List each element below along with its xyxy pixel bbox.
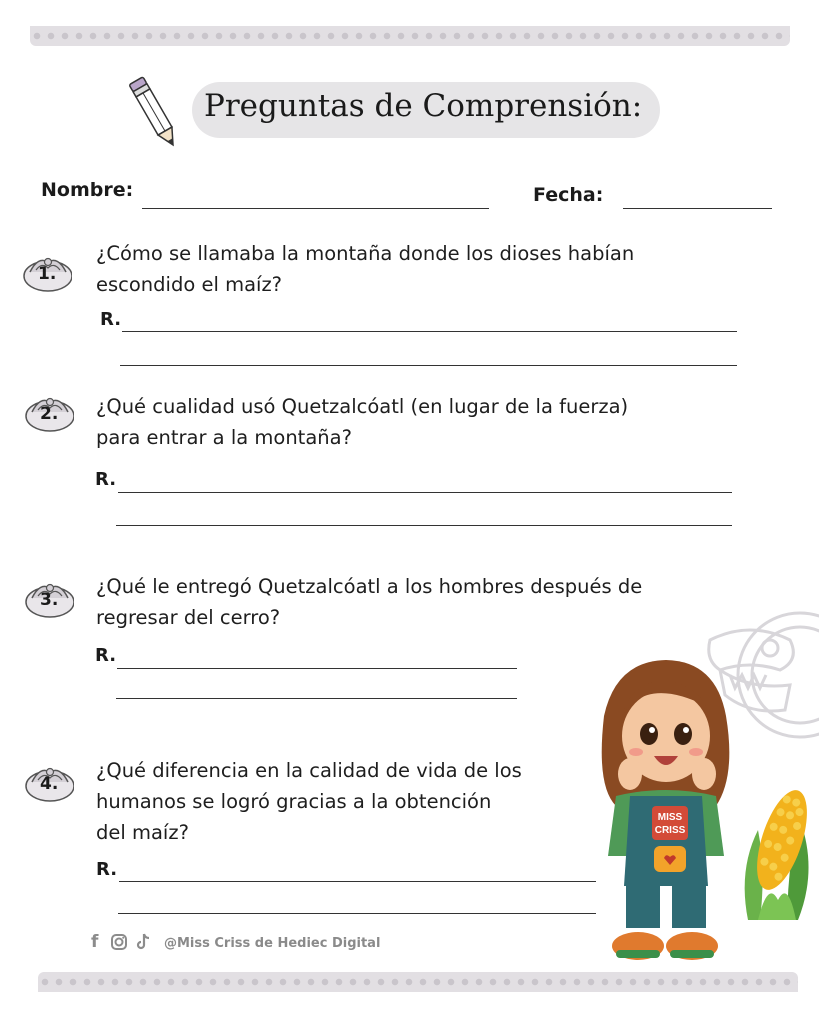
question-1-text [96,238,634,300]
answer-label-2: R. [95,469,117,490]
question-line: del maíz? [96,821,189,844]
answer-label-1: R. [100,309,122,330]
answer-line-4b[interactable] [118,913,596,914]
question-line: ¿Qué le entregó Quetzalcóatl a los hombres después de [96,575,643,598]
apron-text-1: MISS [657,812,683,823]
answer-label-3: R. [95,645,117,666]
answer-line-2a[interactable] [118,492,732,493]
corn-icon [738,780,818,925]
date-field[interactable] [623,208,772,209]
question-badge-2 [22,392,74,432]
facebook-icon[interactable]: f [91,932,99,952]
question-badge-3 [22,578,74,618]
date-label: Fecha: [533,184,604,206]
top-border [30,26,790,46]
page-title: Preguntas de Comprensión: [204,88,643,124]
answer-label-4: R. [96,859,118,880]
answer-line-4a[interactable] [119,881,596,882]
answer-line-1a[interactable] [122,331,737,332]
question-line: para entrar a la montaña? [96,426,352,449]
question-line: ¿Qué cualidad usó Quetzalcóatl (en lugar de la fuerza) [96,395,629,418]
answer-line-3b[interactable] [116,698,517,699]
answer-line-1b[interactable] [120,365,737,366]
tiktok-icon[interactable] [136,933,152,951]
apron-text-2: CRISS [654,825,686,836]
question-line: regresar del cerro? [96,606,281,629]
name-field[interactable] [142,208,489,209]
question-line: ¿Cómo se llamaba la montaña donde los dioses habían [96,242,635,265]
question-badge-4 [22,762,74,802]
question-4-text [96,755,522,848]
girl-character-illustration [586,656,746,974]
answer-line-3a[interactable] [117,668,517,669]
instagram-icon[interactable] [110,933,128,951]
question-2-text [96,391,628,453]
question-number: 4. [40,774,59,794]
question-3-text [96,571,642,633]
name-label: Nombre: [41,179,134,201]
question-line: escondido el maíz? [96,273,283,296]
question-badge-1 [20,252,72,292]
pencil-icon [126,70,182,154]
bottom-border [38,972,798,992]
answer-line-2b[interactable] [116,525,732,526]
footer-credit: @Miss Criss de Hediec Digital [164,936,381,951]
question-number: 1. [38,264,57,284]
question-number: 3. [40,590,59,610]
question-line: humanos se logró gracias a la obtención [96,790,492,813]
question-number: 2. [40,404,59,424]
question-line: ¿Qué diferencia en la calidad de vida de los [96,759,522,782]
